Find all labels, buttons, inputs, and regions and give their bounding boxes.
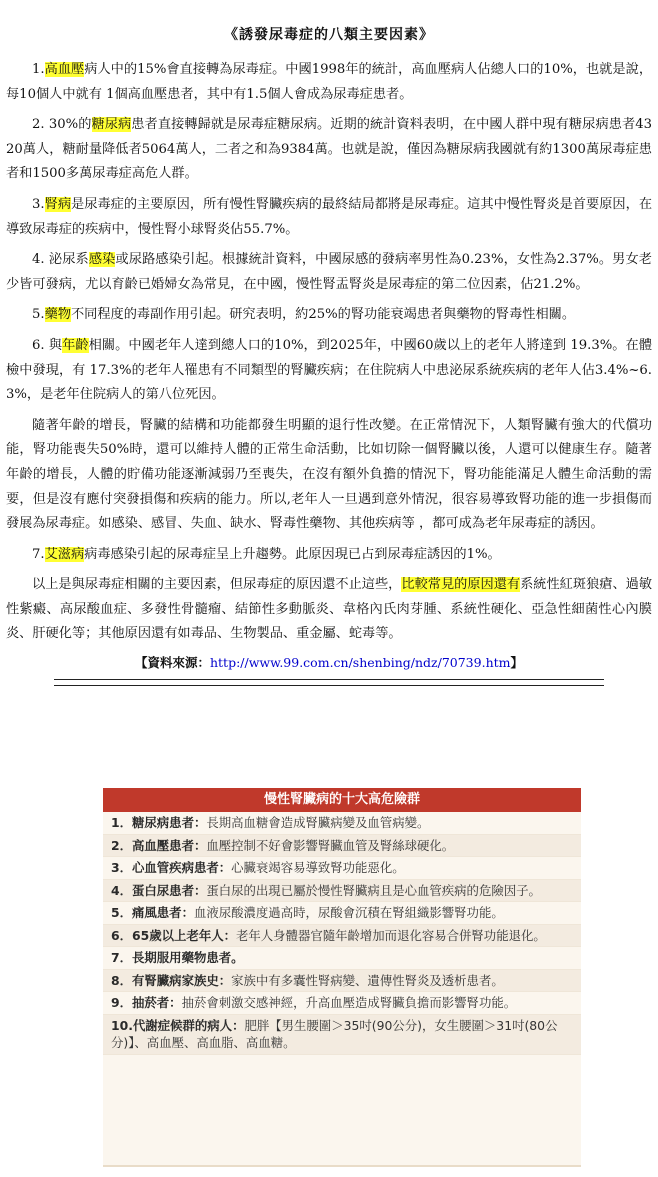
highlight-term: 年齡 xyxy=(62,337,89,353)
row-text: 老年人身體器官隨年齡增加而退化容易合併腎功能退化。 xyxy=(236,927,546,943)
table-row xyxy=(103,1015,581,1055)
row-text: 抽菸會刺激交感神經，升高血壓造成腎臟負擔而影響腎功能。 xyxy=(181,995,517,1010)
table-row xyxy=(103,880,581,903)
row-label: 1．糖尿病患者： xyxy=(111,815,207,830)
paragraph-number: 4. 泌尿系 xyxy=(32,252,89,268)
paragraph-number: 6. 與 xyxy=(32,337,63,353)
row-text: 血液尿酸濃度過高時，尿酸會沉積在腎組織影響腎功能。 xyxy=(193,905,504,920)
paragraph-text: 不同程度的毒副作用引起。研究表明，約25%的腎功能衰竭患者與藥物的腎毒性相關。 xyxy=(70,307,576,323)
highlight-term: 高血壓 xyxy=(44,62,85,77)
table-row xyxy=(103,970,581,993)
row-label: 2．高血壓患者： xyxy=(111,837,207,853)
row-label: 3．心血管疾病患者： xyxy=(111,860,232,875)
table-row xyxy=(103,992,581,1015)
table-row xyxy=(103,902,581,925)
row-label: 8．有腎臟病家族史： xyxy=(111,972,232,988)
row-label: 10.代謝症候群的病人： xyxy=(111,1017,245,1033)
source-link[interactable]: http://www.99.com.cn/shenbing/ndz/70739.htm xyxy=(209,655,511,671)
summary-text-after: 系統性紅斑狼瘡、過敏性紫癜、高尿酸血症、多發性骨髓瘤、結節性多動脈炎、韋格內氏肉芽腫、系統性硬化、亞急性細菌性心內膜炎、肝硬化等；其他原因還有如毒品、生物製品、重金屬、蛇毒等。 xyxy=(6,577,653,642)
highlight-term: 糖尿病 xyxy=(91,117,132,133)
row-text: 血壓控制不好會影響腎臟血管及腎絲球硬化。 xyxy=(206,837,455,853)
paragraph-1 xyxy=(6,58,652,107)
row-label: 9．抽菸者： xyxy=(111,995,182,1010)
paragraph-5 xyxy=(6,303,652,328)
highlight-term: 感染 xyxy=(88,252,116,268)
page-title: 《誘發尿毒症的八類主要因素》 xyxy=(224,27,434,43)
document xyxy=(6,0,652,686)
row-label: 7．長期服用藥物患者。 xyxy=(111,950,244,965)
paragraph-6 xyxy=(6,334,652,408)
paragraph-text: 或尿路感染引起。根據統計資料，中國尿感的發病率男性為0.23%，女性為2.37%。男女老少皆可發病，尤以育齡已婚婦女為常見，在中國，慢性腎盂腎炎是尿毒症的第二位因素，佔21.2%。 xyxy=(6,252,652,292)
paragraph-text: 病毒感染引起的尿毒症呈上升趨勢。此原因現已占到尿毒症誘因的1%。 xyxy=(84,546,501,562)
row-text: 肥胖【男生腰圍＞35吋(90公分)，女生腰圍＞31吋(80公分)】、高血壓、高血脂、高血糖。 xyxy=(111,1017,558,1050)
paragraph-number: 3. xyxy=(32,196,45,212)
section-divider xyxy=(54,679,604,686)
row-text: 家族中有多囊性腎病變、遺傳性腎炎及透析患者。 xyxy=(231,972,504,988)
paragraph-7 xyxy=(6,543,652,568)
row-label: 4．蛋白尿患者： xyxy=(111,882,207,898)
source-citation xyxy=(6,653,652,671)
paragraph-4 xyxy=(6,248,652,297)
aging-paragraph: 隨著年齡的增長，腎臟的結構和功能都發生明顯的退行性改變。在正常情況下，人類腎臟有強大的代償功能，腎功能喪失50%時，還可以維持人體的正常生命活動，比如切除一個腎臟以後，人還可以健康生存。隨著年齡的增長，人體的貯備功能逐漸減弱乃至喪失，在沒有額外負擔的情況下，腎功能能滿足人體生命活動的需要，但是沒有應付突發損傷和疾病的能力。所以,老年人一旦遇到意外情況，很容易導致腎功能的進一步損傷而發展為尿毒症。如感染、感冒、失血、缺水、腎毒性藥物、其他疾病等 ，都可成為老年尿毒症的誘因。 xyxy=(6,417,652,532)
table-row xyxy=(103,947,581,970)
risk-group-table xyxy=(103,788,581,1167)
summary-text-before: 以上是與尿毒症相關的主要因素，但尿毒症的原因還不止這些， xyxy=(32,577,402,593)
paragraph-number: 1. xyxy=(32,62,45,77)
paragraph-text: 病人中的15%會直接轉為尿毒症。中國1998年的統計，高血壓病人佔總人口的10%，也就是說，每10個人中就有 1個高血壓患者，其中有1.5個人會成為尿毒症患者。 xyxy=(6,62,653,102)
highlight-term: 比較常見的原因還有 xyxy=(401,577,521,593)
table-title: 慢性腎臟病的十大高危險群 xyxy=(103,788,581,812)
row-label: 6．65歲以上老年人： xyxy=(111,927,236,943)
paragraph-number: 5. xyxy=(32,307,45,323)
table-row xyxy=(103,925,581,948)
table-row xyxy=(103,857,581,880)
source-prefix: 【資料來源： xyxy=(134,655,210,671)
paragraph-number: 2. 30%的 xyxy=(32,117,92,133)
paragraph-text: 相關。中國老年人達到總人口的10%，到2025年，中國60歲以上的老年人將達到 19.3%。在體檢中發現，有 17.3%的老年人罹患有不同類型的腎臟疾病；在住院病人中患泌尿系統疾病的老年人佔3.4%~6.3%，是老年住院病人的第八位死因。 xyxy=(6,337,653,403)
paragraph-text: 患者直接轉歸就是尿毒症糖尿病。近期的統計資料表明，在中國人群中現有糖尿病患者4320萬人，糖耐量降低者5064萬人，二者之和為9384萬。也就是說，僅因為糖尿病我國就有約1300萬尿毒症患者和1500多萬尿毒症高危人群。 xyxy=(6,117,653,182)
table-row xyxy=(103,812,581,835)
paragraph-2 xyxy=(6,113,652,187)
paragraph-number: 7. xyxy=(32,546,45,562)
row-label: 5．痛風患者： xyxy=(111,905,194,920)
table-row xyxy=(103,835,581,858)
row-text: 心臟衰竭容易導致腎功能惡化。 xyxy=(231,860,405,875)
summary-paragraph xyxy=(6,573,652,647)
row-text: 蛋白尿的出現已屬於慢性腎臟病且是心血管疾病的危險因子。 xyxy=(206,882,541,898)
paragraph-text: 是尿毒症的主要原因，所有慢性腎臟疾病的最終結局都將是尿毒症。這其中慢性腎炎是首要原因，在導致尿毒症的疾病中，慢性腎小球腎炎佔55.7%。 xyxy=(6,196,653,237)
highlight-term: 藥物 xyxy=(44,307,71,323)
highlight-term: 腎病 xyxy=(44,196,72,212)
highlight-term: 艾滋病 xyxy=(44,546,85,562)
row-text: 長期高血糖會造成腎臟病變及血管病變。 xyxy=(206,815,430,830)
source-suffix: 】 xyxy=(510,655,524,671)
paragraph-3 xyxy=(6,193,652,242)
